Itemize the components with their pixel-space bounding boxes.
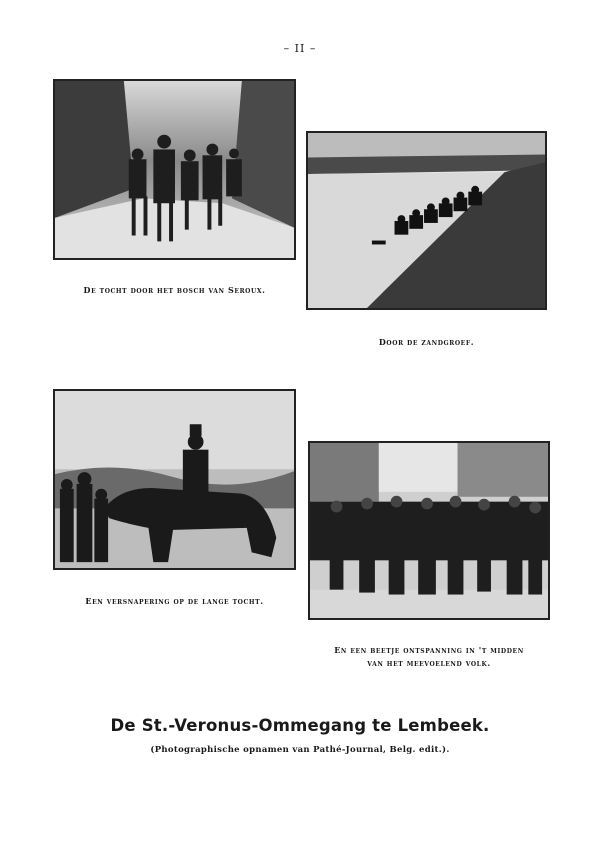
caption-forest-ride: De tocht door het bosch van Seroux. [83,285,266,295]
caption-crowd: En een beetje ontspanning in 't midden van het meevoelend volk. [334,645,524,668]
photo-forest-ride [53,79,296,260]
caption-refreshment: Een versnapering op de lange tocht. [85,596,264,606]
page-number: – II – [283,42,317,55]
photo-crowd [308,441,550,620]
photo-sand-pit [306,131,547,310]
photo-credit: (Photographische opnamen van Pathé-Journal, Belg. edit.). [150,745,450,755]
photo-refreshment [53,389,296,570]
page-title: De St.-Veronus-Ommegang te Lembeek. [110,716,490,735]
caption-sand-pit: Door de zandgroef. [378,337,475,347]
